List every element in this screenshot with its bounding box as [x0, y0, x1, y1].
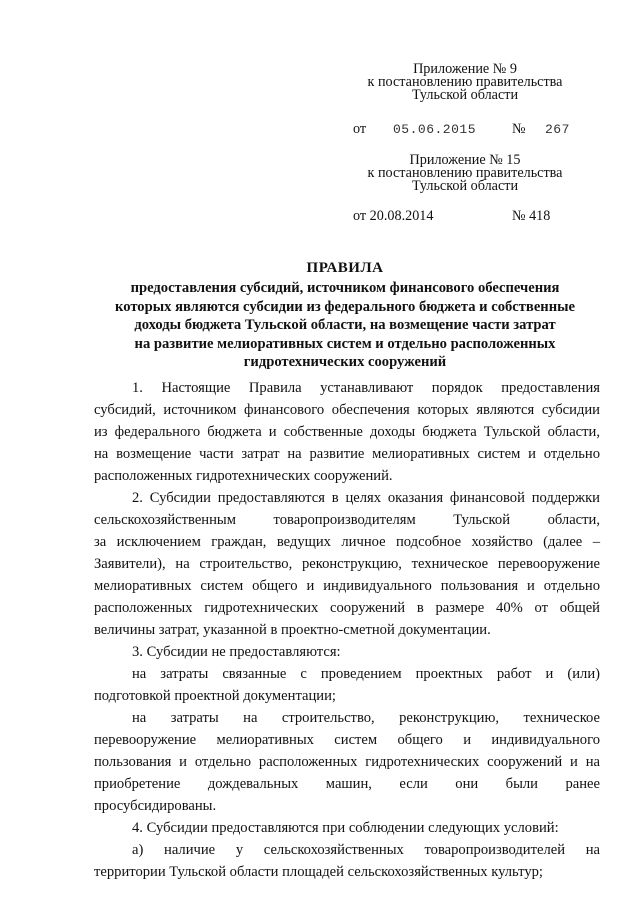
appendix-9-region: Тульской области [411, 87, 519, 103]
appendix-15-date: от 20.08.2014 [353, 208, 434, 224]
body-line: за исключением граждан, ведущих личное подсобное хозяйство (далее – [94, 534, 600, 550]
document-title: ПРАВИЛА [306, 260, 384, 276]
appendix-9-ref: к постановлению правительства [367, 74, 563, 90]
body-line: 2. Субсидии предоставляются в целях оказания финансовой поддержки [132, 490, 600, 506]
body-line: пользования и отдельно расположенных гидротехнических сооружений и на [94, 754, 600, 770]
body-line: 1. Настоящие Правила устанавливают порядок предоставления [132, 380, 600, 396]
body-line: просубсидированы. [94, 798, 217, 814]
body-line: перевооружение мелиоративных систем общего и индивидуального [94, 732, 600, 748]
body-line: приобретение дождевальных машин, если они были ранее [94, 776, 600, 792]
appendix-15-region: Тульской области [411, 178, 519, 194]
body-line: сельскохозяйственным товаропроизводителям Тульской области, [94, 512, 600, 528]
body-line: на затраты на строительство, реконструкцию, техническое [132, 710, 600, 726]
appendix-9-block [350, 63, 580, 102]
document-heading [90, 259, 600, 372]
body-line: расположенных гидротехнических сооружений в размере 40% от общей [94, 600, 600, 616]
appendix-9-number-sign: № [512, 121, 526, 137]
subtitle-line: гидротехнических сооружений [243, 354, 447, 371]
subtitle-line: которых являются субсидии из федерального бюджета и собственные [115, 298, 575, 315]
body-line: расположенных гидротехнических сооружений. [94, 468, 393, 484]
appendix-9-date: 05.06.2015 [393, 122, 477, 137]
appendix-9-title: Приложение № 9 [413, 61, 517, 77]
appendix-15-ref: к постановлению правительства [367, 165, 563, 181]
appendix-15-title: Приложение № 15 [409, 152, 521, 168]
appendix-15-block [350, 154, 580, 193]
body-line: Заявители), на строительство, реконструкцию, техническое перевооружение [94, 556, 600, 572]
body-line: 4. Субсидии предоставляются при соблюдении следующих условий: [132, 820, 559, 836]
subtitle-line: предоставления субсидий, источником финансового обеспечения [130, 280, 560, 296]
appendix-9-from: от [353, 121, 367, 137]
appendix-15-number: № 418 [512, 208, 551, 224]
body-line: 3. Субсидии не предоставляются: [132, 644, 341, 660]
body-line: на затраты связанные с проведением проектных работ и (или) [132, 666, 600, 682]
body-line: из федерального бюджета и собственные доходы бюджета Тульской области, [94, 424, 600, 440]
subtitle-line: доходы бюджета Тульской области, на возмещение части затрат [134, 317, 556, 334]
subtitle-line: на развитие мелиоративных систем и отдельно расположенных [134, 335, 556, 352]
body-line: территории Тульской области площадей сельскохозяйственных культур; [94, 864, 543, 880]
body-line: субсидий, источником финансового обеспечения которых являются субсидии [94, 402, 600, 418]
body-line: на возмещение части затрат на развитие мелиоративных систем и отдельно [94, 446, 600, 462]
body-line: мелиоративных систем общего и индивидуального пользования и отдельно [94, 578, 600, 594]
body-line: величины затрат, указанной в проектно-сметной документации. [94, 622, 491, 638]
body-line: подготовкой проектной документации; [94, 688, 336, 704]
body-line: а) наличие у сельскохозяйственных товаропроизводителей на [132, 842, 600, 858]
appendix-9-number: 267 [545, 122, 570, 137]
